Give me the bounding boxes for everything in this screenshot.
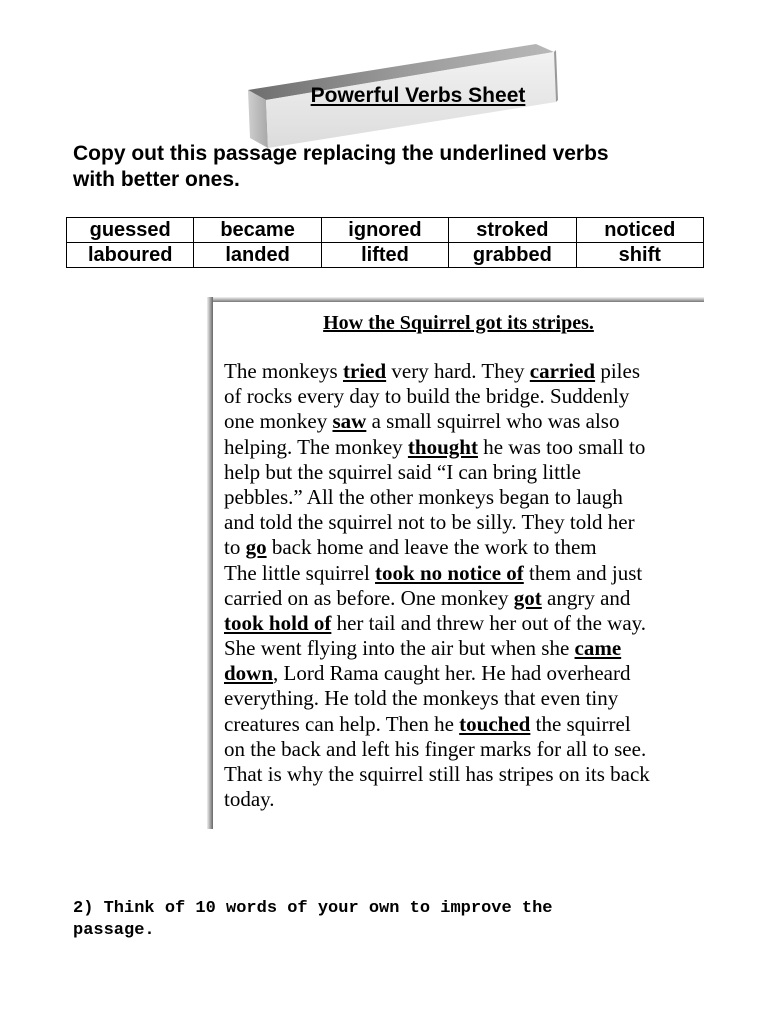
- task-line-2: passage.: [73, 921, 155, 940]
- word-cell: landed: [194, 243, 321, 268]
- task-line-1: 2) Think of 10 words of your own to improve the: [73, 899, 553, 918]
- story-text-segment: of rocks every day to build the bridge. Suddenly: [224, 384, 630, 409]
- story-text-segment: them and just: [523, 560, 643, 585]
- underlined-verb: got: [513, 585, 542, 610]
- story-line: [224, 510, 704, 535]
- table-row: [67, 218, 704, 243]
- story-line: [224, 737, 704, 762]
- title-banner: [248, 42, 560, 150]
- underlined-verb: took no notice of: [375, 560, 524, 585]
- story-text-segment: creatures can help. Then he: [224, 711, 460, 736]
- box-shadow-left: [207, 297, 213, 829]
- story-text-segment: he was too small to: [477, 434, 646, 459]
- story-text-segment: everything. He told the monkeys that even tiny: [224, 686, 619, 711]
- story-line: [224, 435, 704, 460]
- underlined-verb: saw: [332, 409, 367, 434]
- word-cell: ignored: [321, 218, 448, 243]
- underlined-verb: came: [574, 636, 622, 661]
- word-cell: noticed: [576, 218, 703, 243]
- story-text: [224, 359, 704, 812]
- story-text-segment: She went flying into the air but when she: [224, 636, 575, 661]
- story-box: [207, 297, 704, 829]
- story-text-segment: carried on as before. One monkey: [224, 585, 514, 610]
- story-line: [224, 384, 704, 409]
- story-text-segment: today.: [224, 787, 275, 812]
- story-line: [224, 712, 704, 737]
- story-text-segment: angry and: [541, 585, 631, 610]
- underlined-verb: down: [224, 661, 274, 686]
- story-line: [224, 787, 704, 812]
- word-cell: stroked: [449, 218, 576, 243]
- story-text-segment: on the back and left his finger marks for all to see.: [224, 736, 647, 761]
- underlined-verb: touched: [459, 711, 531, 736]
- word-cell: laboured: [67, 243, 194, 268]
- word-cell: lifted: [321, 243, 448, 268]
- story-line: [224, 561, 704, 586]
- story-text-segment: very hard. They: [386, 359, 530, 383]
- task-instruction: [73, 898, 733, 942]
- story-text-segment: pebbles.” All the other monkeys began to laugh: [224, 484, 623, 509]
- story-text-segment: back home and leave the work to them: [266, 535, 597, 560]
- underlined-verb: carried: [529, 359, 596, 383]
- story-text-segment: the squirrel: [530, 711, 631, 736]
- story-text-segment: and told the squirrel not to be silly. They told her: [224, 510, 635, 535]
- story-text-segment: That is why the squirrel still has stripes on its back: [224, 762, 650, 786]
- story-line: [224, 762, 704, 787]
- word-bank-table: [66, 217, 704, 268]
- story-line: [224, 586, 704, 611]
- word-cell: grabbed: [449, 243, 576, 268]
- page-title: Powerful Verbs Sheet: [310, 84, 526, 107]
- story-text-segment: help but the squirrel said “I can bring little: [224, 459, 581, 484]
- underlined-verb: took hold of: [224, 610, 332, 635]
- story-text-segment: a small squirrel who was also: [366, 409, 620, 434]
- story-text-segment: piles: [595, 359, 641, 383]
- instructions-line-1: Copy out this passage replacing the underlined verbs: [73, 142, 609, 165]
- story-line: [224, 460, 704, 485]
- story-line: [224, 686, 704, 711]
- story-line: [224, 611, 704, 636]
- box-shadow-top: [207, 297, 704, 302]
- story-text-segment: one monkey: [224, 409, 333, 434]
- story-line: [224, 485, 704, 510]
- underlined-verb: tried: [342, 359, 387, 383]
- instructions: [73, 141, 713, 193]
- story-text-segment: , Lord Rama caught her. He had overheard: [273, 661, 631, 686]
- underlined-verb: thought: [407, 434, 478, 459]
- story-text-segment: to: [224, 535, 246, 560]
- story-text-segment: helping. The monkey: [224, 434, 408, 459]
- underlined-verb: go: [245, 535, 267, 560]
- story-title: How the Squirrel got its stripes.: [323, 312, 594, 334]
- table-row: [67, 243, 704, 268]
- story-line: [224, 535, 704, 560]
- story-text-segment: The little squirrel: [224, 560, 376, 585]
- word-cell: guessed: [67, 218, 194, 243]
- instructions-line-2: with better ones.: [73, 168, 240, 191]
- story-line: [224, 359, 704, 384]
- word-cell: became: [194, 218, 321, 243]
- story-line: [224, 409, 704, 434]
- story-line: [224, 636, 704, 661]
- story-text-segment: The monkeys: [224, 359, 343, 383]
- word-cell: shift: [576, 243, 703, 268]
- story-text-segment: her tail and threw her out of the way.: [331, 610, 647, 635]
- story-line: [224, 661, 704, 686]
